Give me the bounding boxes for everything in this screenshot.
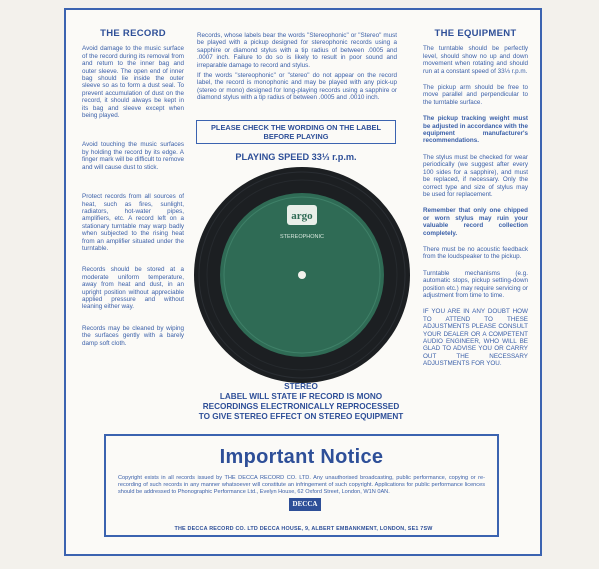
equipment-heading: THE EQUIPMENT	[434, 28, 517, 39]
record-paragraph-5: Records may be cleaned by wiping the surfaces gently with a barely damp soft cloth.	[82, 324, 184, 347]
important-notice-title: Important Notice	[219, 446, 384, 468]
equipment-care-column	[423, 30, 528, 377]
equipment-paragraph-2: The pickup arm should be free to move parallel and perpendicular to the turntable surface.	[423, 84, 528, 106]
equipment-paragraph-4: The stylus must be checked for wear periodically (we suggest after every 100 sides for a sapphire), and must be replaced, if necessary. Only the correct type and size of stylus may be used for replacement.	[423, 153, 528, 198]
record-heading: THE RECORD	[100, 28, 166, 39]
mono-stylus-paragraph: If the words "stereophonic" or "stereo" do not appear on the record label, the record is monophonic and may be played with any pick-up (stereo or mono) designed for long-playing records using a sapphire or diamond stylus with a tip radius of between .0005 and .0010 inch.	[197, 72, 397, 102]
decca-address: THE DECCA RECORD CO. LTD DECCA HOUSE, 9, ALBERT EMBANKMENT, LONDON, SE1 7SW	[174, 526, 433, 532]
stereophonic-label-text: STEREOPHONIC	[279, 234, 325, 240]
argo-brand-text: argo	[291, 210, 313, 222]
record-paragraph-1: Avoid damage to the music surface of the record during its removal from and return to the inner bag and outer sleeve. The open end of inner bag should lie inside the outer sleeve so as to form a dust seal. To prevent accumulation of dust on the record, it should always be kept in its bag and sleeve except when being played.	[82, 45, 184, 120]
equipment-paragraph-8: IF YOU ARE IN ANY DOUBT HOW TO ATTEND TO THESE ADJUSTMENTS PLEASE CONSULT YOUR DEALER OR A COMPETENT AUDIO ENGINEER, WHO WILL BE GLAD TO ADVISE YOU OR CARRY OUT THE NECESSARY ADJUSTMENTS FOR YOU.	[423, 308, 528, 368]
important-notice-box	[104, 434, 499, 537]
decca-logo: DECCA	[289, 498, 321, 511]
stereo-stylus-paragraph: Records, whose labels bear the words "Stereophonic" or "Stereo" must be played with a pickup designed for stereophonic records using a sapphire or diamond stylus with a tip radius of between .0005 and .0007 inch. Failure to do so is likely to result in poor sound and irreparable damage to record and stylus.	[197, 32, 397, 69]
equipment-paragraph-7: Turntable mechanisms (e.g. automatic stops, pickup setting-down position etc.) may require servicing or adjustment from time to time.	[423, 269, 528, 299]
record-paragraph-2: Avoid touching the music surfaces by holding the record by its edge. A finger mark will be difficult to remove and will cause dust to stick.	[82, 141, 184, 171]
check-label-notice: PLEASE CHECK THE WORDING ON THE LABEL BEFORE PLAYING	[196, 120, 396, 144]
playing-speed: PLAYING SPEED 33⅓ r.p.m.	[235, 152, 357, 162]
equipment-paragraph-1: The turntable should be perfectly level, should show no up and down movement when rotating and should run at a constant speed of 33⅓ r.p.m.	[423, 45, 528, 75]
stereo-heading: STEREO	[284, 382, 318, 391]
spindle-hole	[298, 271, 306, 279]
stereo-notice	[196, 382, 406, 422]
copyright-text: Copyright exists in all records issued by THE DECCA RECORD CO. LTD. Any unauthorised broadcasting, public performance, copying or re-recording of such records in any manner whatsoever will constitute an infringement of such copyright. Applications for public performance licences should be addressed to Phonographic Performance Ltd., Evelyn House, 62 Oxford Street, London, W1N 0AN.	[118, 475, 485, 495]
record-paragraph-3: Protect records from all sources of heat, such as fires, sunlight, radiators, hot-water pipes, amplifiers, etc. A record left on a stationary turntable may warp badly when subjected to the rising heat from an amplifier situated under the turntable.	[82, 193, 184, 252]
equipment-paragraph-3: The pickup tracking weight must be adjusted in accordance with the equipment manufacturer's recommendations.	[423, 115, 528, 145]
equipment-paragraph-6: There must be no acoustic feedback from the loudspeaker to the pickup.	[423, 245, 528, 261]
stereo-text: LABEL WILL STATE IF RECORD IS MONO RECORDINGS ELECTRONICALLY REPROCESSED TO GIVE STEREO EFFECT ON STEREO EQUIPMENT	[198, 392, 404, 421]
equipment-paragraph-5: Remember that only one chipped or worn stylus may ruin your valuable record collection completely.	[423, 207, 528, 237]
record-paragraph-4: Records should be stored at a moderate uniform temperature, away from heat and dust, in an upright position without appreciable applied pressure and without leaning either way.	[82, 266, 184, 311]
